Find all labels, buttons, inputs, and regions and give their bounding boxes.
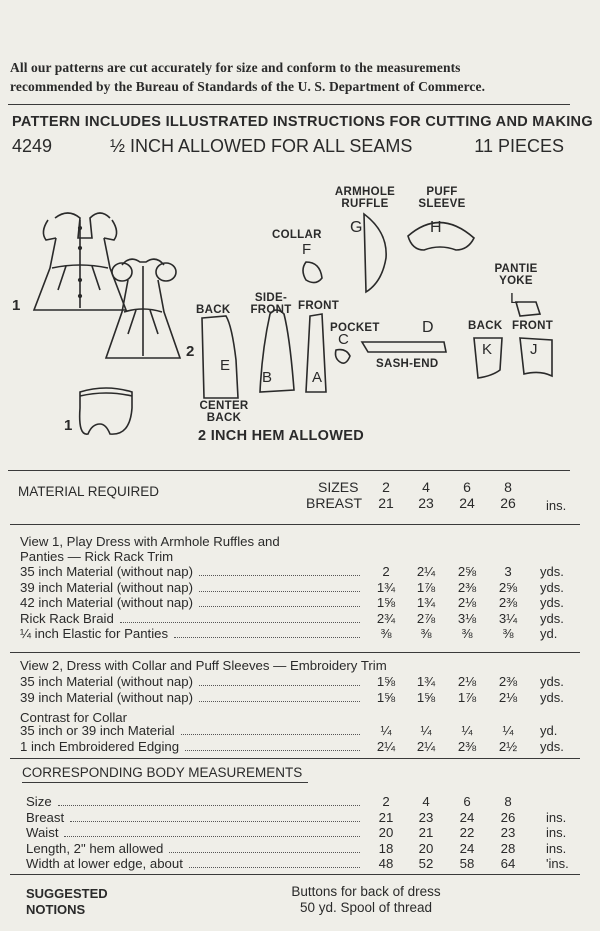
intro-line-1: All our patterns are cut accurately for size and conform to the measurements — [10, 60, 461, 75]
row-value: 2⅜ — [498, 595, 518, 610]
row-label: 35 inch Material (without nap) — [20, 564, 193, 579]
side-front-label: SIDE- FRONT — [250, 292, 292, 316]
view-1-panties-number: 1 — [64, 417, 73, 434]
row-unit: yd. — [540, 626, 558, 641]
row-value: 2⅜ — [457, 579, 477, 595]
dot-leader — [199, 591, 360, 592]
row-value: 1⅝ — [376, 689, 396, 705]
row-unit: yds. — [540, 595, 564, 610]
pocket-label: POCKET — [330, 322, 380, 334]
body-measurements-heading: CORRESPONDING BODY MEASUREMENTS — [22, 765, 303, 780]
row-unit: yds. — [540, 689, 564, 705]
breast-24: 24 — [459, 495, 475, 511]
view-1-title: View 1, Play Dress with Armhole Ruffles and — [20, 534, 280, 549]
row-value: ⅜ — [380, 626, 392, 641]
row-value: 24 — [459, 840, 475, 856]
row-unit: ins. — [546, 825, 567, 840]
row-label: 39 inch Material (without nap) — [20, 579, 193, 595]
row-value: 3¼ — [498, 610, 518, 626]
breast-21: 21 — [378, 495, 394, 511]
row-value: 2¼ — [416, 564, 436, 579]
row-value: ⅜ — [420, 626, 432, 641]
piece-letter-a: A — [312, 369, 323, 386]
row-value: 24 — [459, 809, 475, 825]
armhole-ruffle-label: ARMHOLE RUFFLE — [334, 186, 396, 210]
row-value: 1¾ — [416, 595, 436, 610]
row-value: ⅜ — [461, 626, 473, 641]
row-value: 1⅝ — [416, 689, 436, 705]
contrast-title: Contrast for Collar — [20, 710, 128, 725]
row-unit: yd. — [540, 723, 558, 738]
dot-leader — [185, 750, 360, 751]
piece-letter-j: J — [530, 341, 538, 358]
dot-leader — [189, 867, 360, 868]
piece-letter-b: B — [262, 369, 273, 386]
row-value: 2⅜ — [498, 674, 518, 689]
row-value: 21 — [418, 825, 434, 840]
piece-letter-c: C — [338, 331, 350, 348]
seam-allowance: ½ INCH ALLOWED FOR ALL SEAMS — [110, 136, 413, 156]
dot-leader — [181, 734, 360, 735]
row-value: 6 — [463, 794, 471, 809]
row-unit: 'ins. — [546, 856, 569, 871]
row-label: Size — [26, 794, 52, 809]
piece-letter-l: L — [510, 290, 519, 307]
notions-list — [266, 884, 466, 916]
divider — [10, 524, 580, 525]
row-value: ¼ — [461, 723, 473, 738]
row-value: 1¾ — [416, 674, 436, 689]
dot-leader — [64, 836, 360, 837]
row-label: Rick Rack Braid — [20, 610, 114, 626]
row-value: 52 — [418, 856, 434, 871]
dot-leader — [120, 622, 360, 623]
view-1-number: 1 — [12, 297, 21, 314]
pantie-yoke-piece — [516, 302, 540, 316]
row-value: 26 — [500, 809, 516, 825]
row-label: Waist — [26, 825, 59, 840]
row-unit: yds. — [540, 579, 564, 595]
size-4: 4 — [422, 479, 430, 495]
row-value: ¼ — [502, 723, 514, 738]
row-value: ⅜ — [502, 626, 514, 641]
dot-leader — [58, 805, 360, 806]
row-label: 1 inch Embroidered Edging — [20, 738, 180, 754]
hem-allowance: 2 INCH HEM ALLOWED — [198, 428, 364, 444]
row-value: 20 — [378, 825, 394, 840]
row-unit: yds. — [540, 564, 564, 579]
view-2-number: 2 — [186, 343, 195, 360]
piece-letter-f: F — [302, 241, 312, 258]
row-value: 2 — [382, 564, 390, 579]
row-value: 2⅜ — [457, 738, 477, 754]
row-value: 28 — [500, 840, 516, 856]
size-8: 8 — [504, 479, 512, 495]
divider — [10, 874, 580, 875]
dot-leader — [169, 852, 360, 853]
row-value: 1⅞ — [416, 579, 436, 595]
piece-count: 11 PIECES — [474, 136, 564, 156]
row-label: 35 inch Material (without nap) — [20, 674, 193, 689]
breast-label: BREAST — [306, 495, 363, 511]
intro-line-2: recommended by the Bureau of Standards of the U. S. Department of Commerce. — [10, 79, 486, 94]
dress-view-1 — [34, 213, 126, 310]
row-unit: yds. — [540, 610, 564, 626]
dot-leader — [199, 685, 360, 686]
size-2: 2 — [382, 479, 390, 495]
row-value: 20 — [418, 840, 434, 856]
breast-23: 23 — [418, 495, 434, 511]
row-label: 39 inch Material (without nap) — [20, 689, 193, 705]
dot-leader — [199, 606, 360, 607]
row-value: 2¼ — [376, 738, 396, 754]
row-value: 2 — [382, 794, 390, 809]
size-6: 6 — [463, 479, 471, 495]
row-value: 22 — [459, 825, 475, 840]
row-label: 42 inch Material (without nap) — [20, 595, 193, 610]
row-value: 2¾ — [376, 610, 396, 626]
piece-letter-g: G — [350, 219, 363, 236]
row-value: 23 — [500, 825, 516, 840]
back-label: BACK — [196, 304, 231, 316]
sash-end-label: SASH-END — [376, 358, 439, 370]
row-value: 1⅞ — [457, 689, 477, 705]
piece-letter-d: D — [422, 319, 434, 336]
piece-letter-h: H — [430, 219, 442, 236]
row-value: 2¼ — [416, 738, 436, 754]
row-value: ¼ — [420, 723, 432, 738]
row-label: ¼ inch Elastic for Panties — [20, 626, 169, 641]
row-value: 3⅛ — [457, 610, 477, 626]
row-value: 23 — [418, 809, 434, 825]
row-value: 1⅝ — [376, 674, 396, 689]
dot-leader — [199, 701, 360, 702]
piece-letter-k: K — [482, 341, 493, 358]
row-value: 1¾ — [376, 579, 396, 595]
dot-leader — [70, 821, 360, 822]
breast-26: 26 — [500, 495, 516, 511]
sizes-label: SIZES — [318, 479, 359, 495]
row-value: 4 — [422, 794, 430, 809]
row-value: 2⅝ — [498, 579, 518, 595]
piece-letter-e: E — [220, 357, 231, 374]
row-unit: ins. — [546, 809, 567, 825]
armhole-ruffle-piece — [364, 214, 386, 292]
collar-piece — [303, 262, 322, 283]
row-value: 8 — [504, 794, 512, 809]
material-required-heading: MATERIAL REQUIRED — [18, 484, 160, 499]
center-back-label: CENTER BACK — [199, 400, 249, 424]
row-value: 2⅛ — [498, 689, 518, 705]
divider — [10, 758, 580, 759]
suggested-notions-title: SUGGESTED NOTIONS — [26, 886, 108, 917]
pattern-number: 4249 — [12, 136, 53, 156]
breast-unit: ins. — [546, 498, 567, 513]
row-value: ¼ — [380, 723, 392, 738]
row-value: 64 — [500, 856, 516, 871]
row-label: Width at lower edge, about — [26, 856, 183, 871]
row-unit: yds. — [540, 674, 564, 689]
row-value: 1⅝ — [376, 595, 396, 610]
row-value: 58 — [459, 856, 475, 871]
puff-sleeve-label: PUFF SLEEVE — [418, 186, 466, 210]
row-unit: yds. — [540, 738, 564, 754]
pocket-piece — [336, 350, 351, 364]
row-value: 48 — [378, 856, 394, 871]
view-2-title: View 2, Dress with Collar and Puff Sleeves — Embroidery Trim — [20, 658, 387, 673]
panties-view-1 — [80, 388, 132, 434]
row-value: 21 — [378, 809, 394, 825]
pantie-yoke-label: PANTIE YOKE — [494, 263, 538, 287]
row-value: 2⅛ — [457, 595, 477, 610]
row-label: Length, 2" hem allowed — [26, 840, 164, 856]
notion-buttons: Buttons for back of dress — [291, 884, 441, 899]
heading-underline — [22, 782, 308, 783]
row-value: 2½ — [498, 738, 518, 754]
row-label: Breast — [26, 809, 65, 825]
row-value: 2⅞ — [416, 610, 436, 626]
row-value: 18 — [378, 840, 394, 856]
divider — [8, 470, 570, 471]
pantie-back-label: BACK — [468, 320, 503, 332]
notion-thread: 50 yd. Spool of thread — [299, 900, 433, 915]
row-value: 2⅝ — [457, 564, 477, 579]
includes-heading: PATTERN INCLUDES ILLUSTRATED INSTRUCTIONS FOR CUTTING AND MAKING — [12, 114, 593, 130]
dress-view-2 — [106, 259, 180, 358]
dot-leader — [174, 637, 360, 638]
row-label: 35 inch or 39 inch Material — [20, 723, 175, 738]
view-1-subtitle: Panties — Rick Rack Trim — [20, 549, 174, 564]
sash-end-piece — [362, 342, 446, 352]
divider — [10, 652, 580, 653]
dot-leader — [199, 575, 360, 576]
front-label: FRONT — [298, 300, 340, 312]
row-unit: ins. — [546, 840, 567, 856]
collar-label: COLLAR — [272, 229, 322, 241]
pantie-front-label: FRONT — [512, 320, 554, 332]
row-value: 2⅛ — [457, 674, 477, 689]
row-value: 3 — [504, 564, 512, 579]
